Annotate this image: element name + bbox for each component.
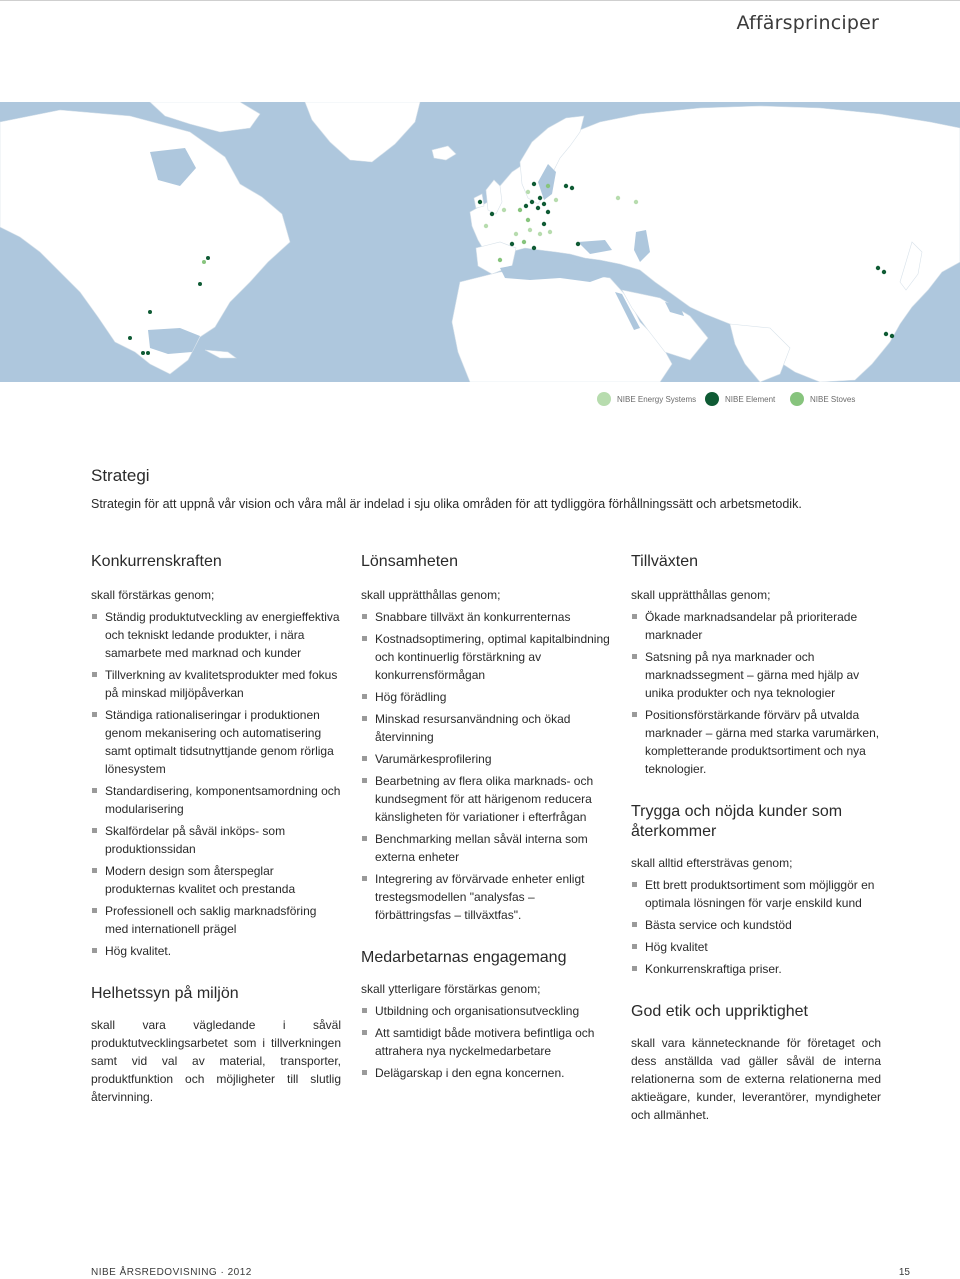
bullet-list (631, 876, 881, 978)
world-map (0, 102, 960, 382)
subsection-intro: skall ytterligare förstärkas genom; (361, 982, 541, 996)
list-item: Bästa service och kundstöd (631, 916, 881, 934)
list-item: Bearbetning av flera olika marknads- och kundsegment för att härigenom reducera känsligheten för variationer i efterfrågan (361, 772, 611, 826)
list-item: Ökade marknadsandelar på prioriterade marknader (631, 608, 881, 644)
legend-dot-element-icon (705, 392, 719, 406)
list-item: Modern design som återspeglar produkternas kvalitet och prestanda (91, 862, 341, 898)
list-item: Utbildning och organisationsutveckling (361, 1002, 611, 1020)
column-intro: skall förstärkas genom; (91, 588, 215, 602)
legend-item-element (705, 390, 775, 408)
subsection-intro: skall alltid eftersträvas genom; (631, 856, 793, 870)
list-item: Minskad resursanvändning och ökad återvinning (361, 710, 611, 746)
strategy-text: Strategin för att uppnå vår vision och våra mål är indelad i sju olika områden för att tydliggöra förhållningssätt och arbetsmetodik. (91, 497, 802, 511)
landmass-africa (452, 270, 672, 382)
bullet-list (91, 608, 341, 960)
bullet-list (361, 1002, 611, 1082)
column-title: Tillväxten (631, 553, 698, 570)
subsection-title: Helhetssyn på miljön (91, 985, 239, 1002)
legend-dot-stoves-icon (790, 392, 804, 406)
column-konkurrenskraften (91, 552, 341, 1106)
column-title: Konkurrenskraften (91, 553, 222, 570)
legend-dot-energy-systems-icon (597, 392, 611, 406)
subsection-title: Trygga och nöjda kunder som återkommer (631, 803, 843, 840)
list-item: Benchmarking mellan såväl interna som externa enheter (361, 830, 611, 866)
list-item: Ständiga rationaliseringar i produktionen genom mekanisering och automatisering samt optimalt tidsutnyttjande genom rörliga lönesystem (91, 706, 341, 778)
list-item: Ständig produktutveckling av energieffektiva och tekniskt ledande produkter, i nära samarbete med marknad och kunder (91, 608, 341, 662)
column-intro: skall upprätthållas genom; (631, 588, 771, 602)
subsection-title: Medarbetarnas engagemang (361, 949, 567, 966)
footer-publication: NIBE ÅRSREDOVISNING · 2012 (91, 1267, 252, 1278)
list-item: Delägarskap i den egna koncernen. (361, 1064, 611, 1082)
footer-page-number: 15 (898, 1267, 910, 1278)
list-item: Standardisering, komponentsamordning och modularisering (91, 782, 341, 818)
landmass-north-america (0, 110, 290, 374)
legend-label: NIBE Stoves (810, 394, 856, 404)
list-item: Varumärkesprofilering (361, 750, 611, 768)
list-item: Att samtidigt både motivera befintliga och attrahera nya nyckelmedarbetare (361, 1024, 611, 1060)
subsection-title: God etik och uppriktighet (631, 1003, 808, 1020)
landmass-caribbean (205, 350, 236, 358)
landmass-iceland (432, 146, 456, 160)
legend-label: NIBE Energy Systems (617, 394, 697, 404)
bullet-list (631, 608, 881, 778)
subsection-text: skall vara vägledande i såväl produktutvecklingsarbetet som i tillverkningen samt vid val av material, transporter, produktfunktion och möjligheter till slutlig återvinning. (91, 1018, 341, 1104)
bullet-list (361, 608, 611, 924)
section-title: Affärsprinciper (736, 12, 879, 34)
list-item: Satsning på nya marknader och marknadssegment – gärna med hjälp av unika produkter och nya teknologier (631, 648, 881, 702)
list-item: Konkurrenskraftiga priser. (631, 960, 881, 978)
legend-item-energy-systems (597, 390, 696, 408)
list-item: Positionsförstärkande förvärv på utvalda marknader – gärna med starka varumärken, kompletterande produktsortiment och nya teknologier. (631, 706, 881, 778)
list-item: Hög kvalitet (631, 938, 881, 956)
list-item: Ett brett produktsortiment som möjliggör en optimala lösningen för varje enskild kund (631, 876, 881, 912)
list-item: Skalfördelar på såväl inköps- som produktionssidan (91, 822, 341, 858)
list-item: Integrering av förvärvade enheter enligt trestegsmodellen "analysfas – förbättringsfas – tillväxtfas". (361, 870, 611, 924)
strategy-title: Strategi (91, 466, 150, 485)
landmass-greenland (305, 102, 420, 162)
top-rule (0, 0, 960, 1)
list-item: Kostnadsoptimering, optimal kapitalbindning och kontinuerlig förstärkning av konkurrensförmågan (361, 630, 611, 684)
list-item: Professionell och saklig marknadsföring med internationell prägel (91, 902, 341, 938)
map-legend (0, 390, 960, 410)
column-title: Lönsamheten (361, 553, 458, 570)
legend-item-stoves (790, 390, 855, 408)
list-item: Tillverkning av kvalitetsprodukter med fokus på minskad miljöpåverkan (91, 666, 341, 702)
list-item: Hög kvalitet. (91, 942, 341, 960)
legend-label: NIBE Element (725, 394, 776, 404)
column-lonsamheten (361, 552, 611, 1086)
column-tillvaxten (631, 552, 881, 1124)
list-item: Snabbare tillväxt än konkurrenternas (361, 608, 611, 626)
subsection-text: skall vara kännetecknande för företaget och dess anställda vad gäller såväl de interna relationerna som de externa relationerna med aktieägare, kunder, leverantörer, myndigheter och allmänhet. (631, 1036, 881, 1122)
list-item: Hög förädling (361, 688, 611, 706)
column-intro: skall upprätthållas genom; (361, 588, 501, 602)
